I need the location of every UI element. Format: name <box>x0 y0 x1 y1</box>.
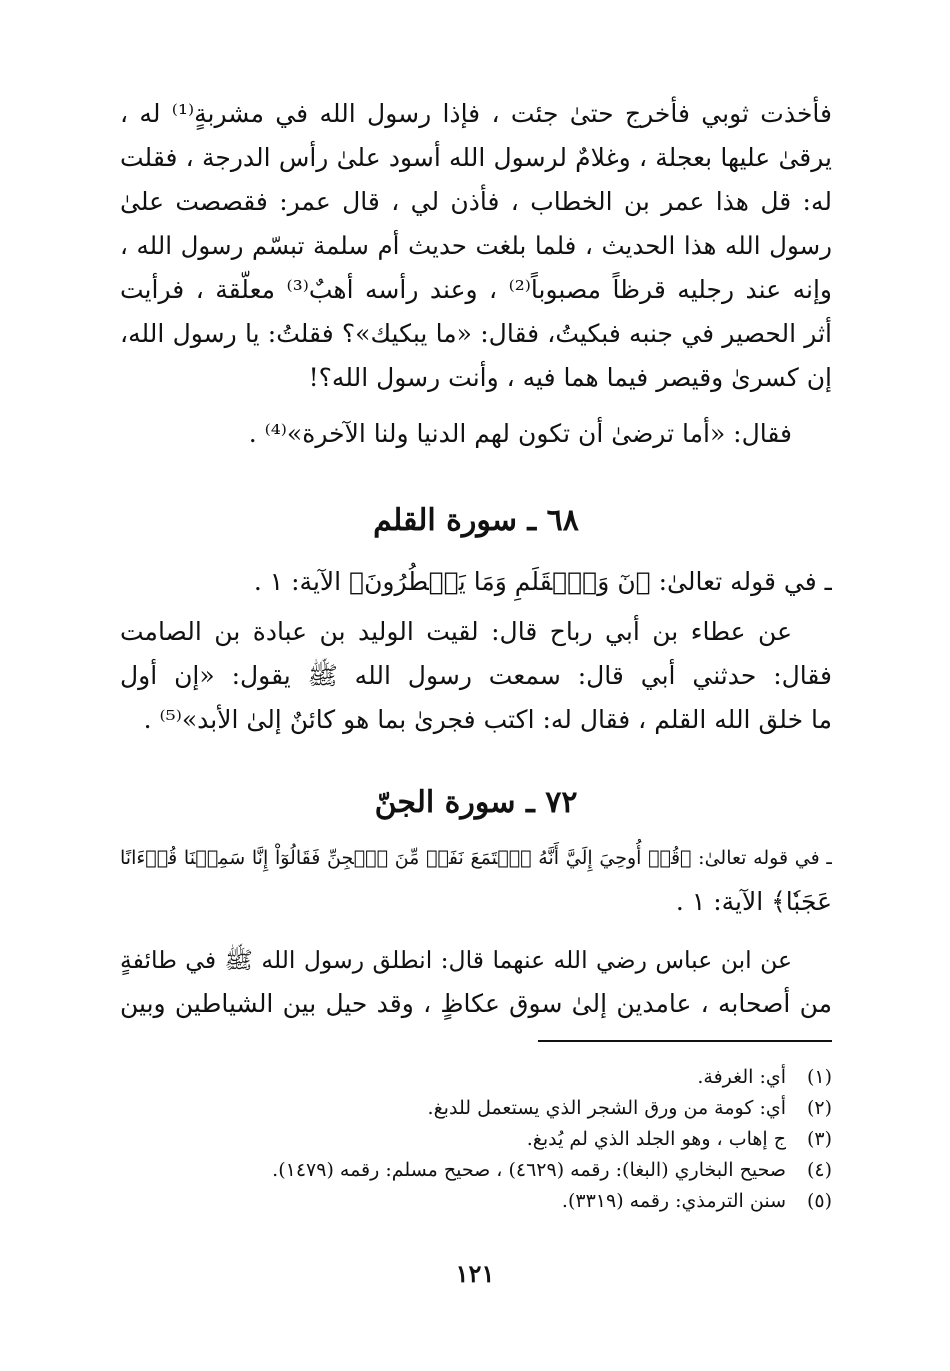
footnote-item <box>120 1155 832 1186</box>
text-line: من أصحابه ، عامدين إلىٰ سوق عكاظٍ ، وقد حيل بين الشياطين وبين <box>120 989 832 1018</box>
text-line: له: قل هذا عمر بن الخطاب ، فأذن لي ، قال عمر: فقصصت علىٰ <box>120 187 832 216</box>
text-line: رسول الله هذا الحديث ، فلما بلغت حديث أم سلمة تبسّم رسول الله ، <box>120 231 832 260</box>
footnote-number: (١) <box>806 1066 832 1088</box>
text-line: إن كسرىٰ وقيصر فيما هما فيه ، وأنت رسول الله؟! <box>308 363 832 392</box>
footnote-item <box>120 1186 832 1217</box>
intro-quote <box>120 412 832 456</box>
intro-paragraph <box>120 92 832 400</box>
footnote-number: (٢) <box>806 1097 832 1119</box>
text-line: وإنه عند رجليه قرظاً مصبوباً⁽²⁾ ، وعند رأسه أهبٌ⁽³⁾ معلّقة ، فرأيت <box>120 275 832 304</box>
footnote-text: سنن الترمذي: رقمه (٣٣١٩). <box>561 1190 786 1212</box>
text-line: عن عطاء بن أبي رباح قال: لقيت الوليد بن عبادة بن الصامت <box>120 617 792 646</box>
jinn-verse <box>120 836 832 924</box>
text-line: أثر الحصير في جنبه فبكيتُ، فقال: «ما يبكيك»؟ فقلتُ: يا رسول الله، <box>120 319 832 348</box>
footnote-number: (٣) <box>806 1128 832 1150</box>
text-line: فقال: حدثني أبي قال: سمعت رسول الله ﷺ يقول: «إن أول <box>120 661 832 690</box>
text-line: فأخذت ثوبي فأخرج حتىٰ جئت ، فإذا رسول الله في مشربةٍ⁽¹⁾ له ، <box>120 99 832 128</box>
surah-jinn-heading: ٧٢ ـ سورة الجنّ <box>374 785 578 820</box>
jinn-paragraph <box>120 938 832 1026</box>
footnote-text: ج إهاب ، وهو الجلد الذي لم يُدبغ. <box>526 1128 786 1150</box>
text-line: عن ابن عباس رضي الله عنهما قال: انطلق رسول الله ﷺ في طائفةٍ <box>120 946 792 974</box>
footnote-text: أي: كومة من ورق الشجر الذي يستعمل للدبغ. <box>427 1097 786 1119</box>
surah-qalam-heading: ٦٨ ـ سورة القلم <box>373 503 579 538</box>
footnote-number: (٥) <box>806 1190 832 1212</box>
footnote-item <box>120 1062 832 1093</box>
verse-line: ـ في قوله تعالىٰ: ﴿نٓ وَٱلۡقَلَمِ وَمَا يَسۡطُرُونَ﴾ الآية: ١ . <box>253 567 832 596</box>
verse-line: عَجَبٗا﴾ الآية: ١ . <box>675 887 832 916</box>
qalam-verse <box>120 560 832 604</box>
verse-line: ـ في قوله تعالىٰ: ﴿قُلۡ أُوحِيَ إِلَيَّ أَنَّهُ ٱسۡتَمَعَ نَفَرٞ مِّنَ ٱلۡجِنِّ فَقَالُوٓاْ إِنَّا سَمِعۡنَا قُرۡءَانًا <box>120 847 832 869</box>
footnote-text: أي: الغرفة. <box>697 1066 786 1088</box>
text-line: فقال: «أما ترضىٰ أن تكون لهم الدنيا ولنا الآخرة»⁽⁴⁾ . <box>248 419 792 448</box>
footnotes <box>120 1062 832 1217</box>
footnote-item <box>120 1093 832 1124</box>
text-line: يرقىٰ عليها بعجلة ، وغلامٌ لرسول الله أسود علىٰ رأس الدرجة ، فقلت <box>120 143 832 172</box>
qalam-paragraph <box>120 610 832 742</box>
footnote-item <box>120 1124 832 1155</box>
footnote-divider <box>538 1040 832 1042</box>
footnote-number: (٤) <box>806 1159 832 1181</box>
footnote-text: صحيح البخاري (البغا): رقمه (٤٦٢٩) ، صحيح مسلم: رقمه (١٤٧٩). <box>272 1159 786 1181</box>
text-line: ما خلق الله القلم ، فقال له: اكتب فجرىٰ بما هو كائنٌ إلىٰ الأبد»⁽⁵⁾ . <box>143 705 832 734</box>
page-number: ١٢١ <box>455 1259 495 1288</box>
